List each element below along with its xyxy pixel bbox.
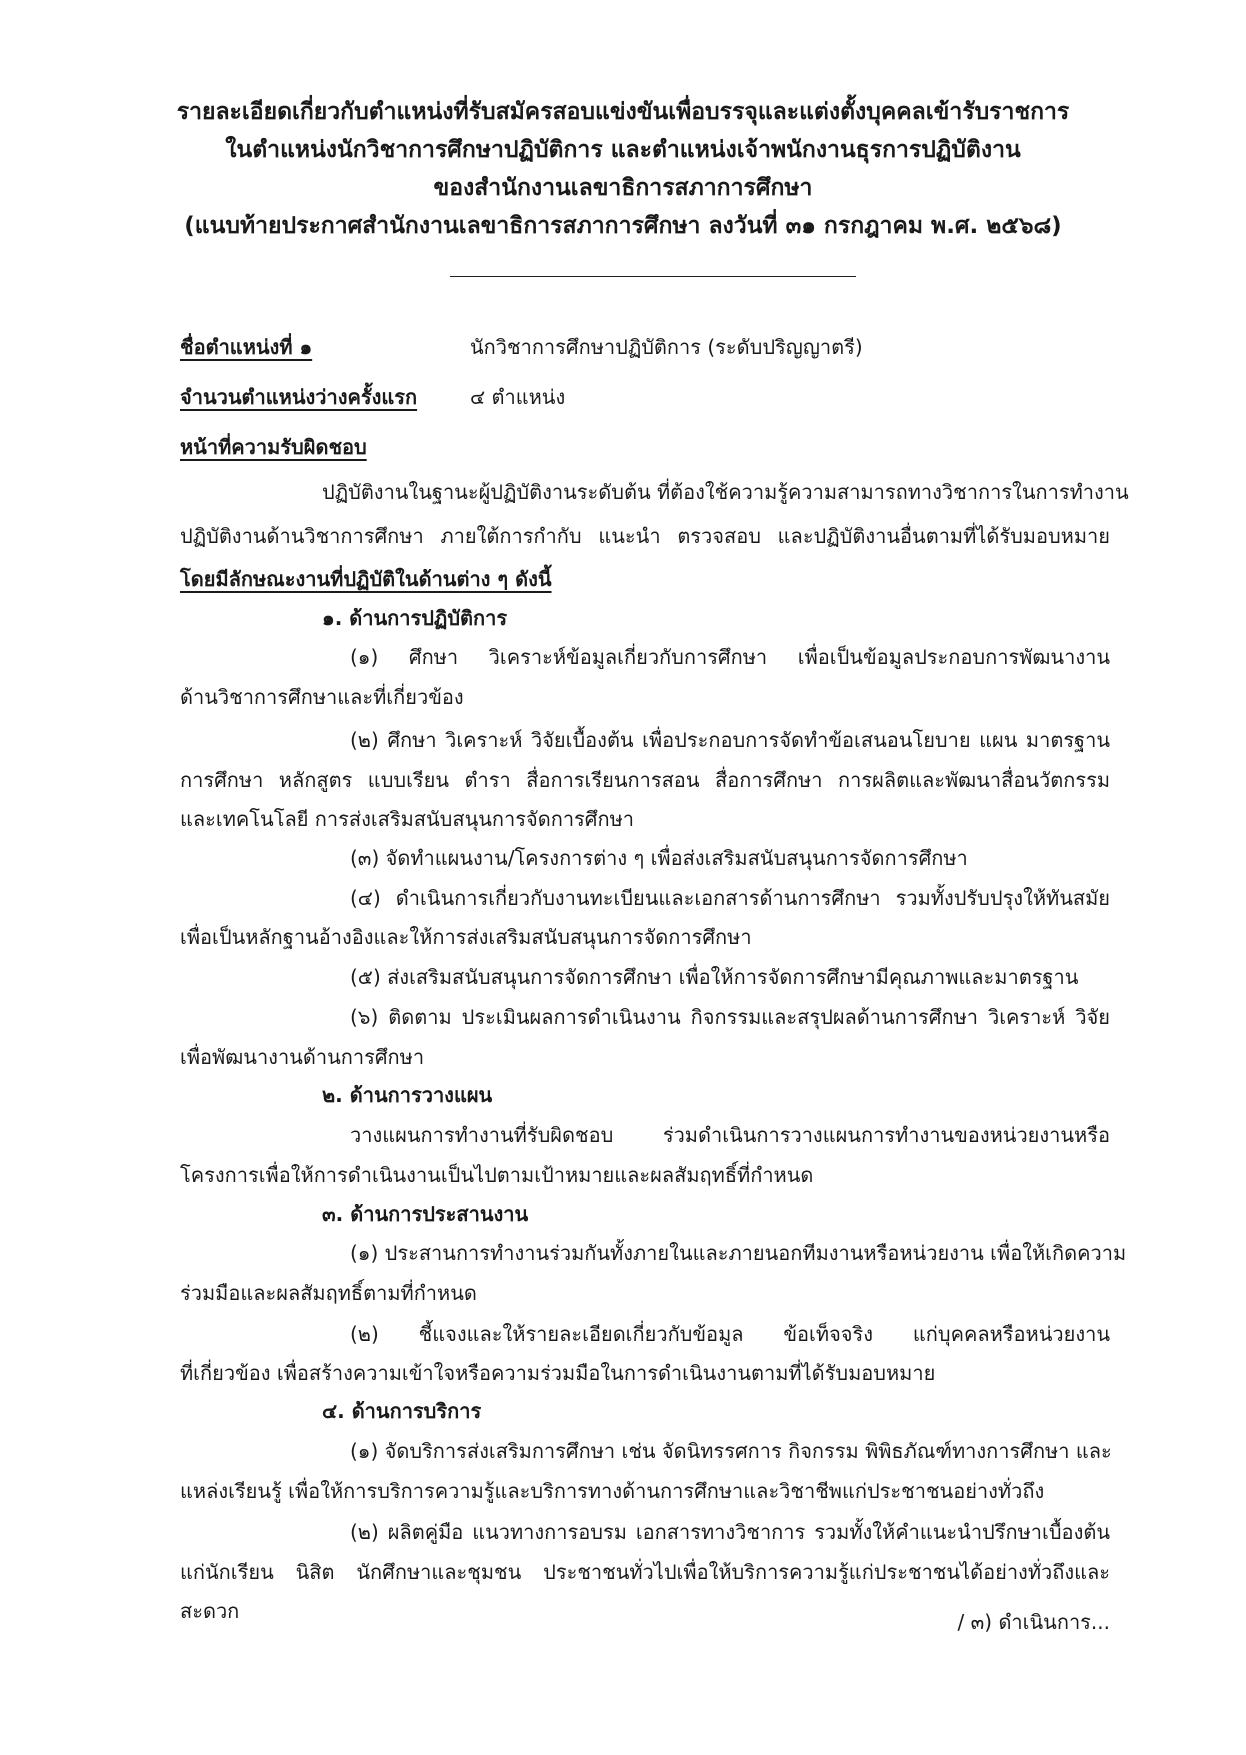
header-line-2: ในตำแหน่งนักวิชาการศึกษาปฏิบัติการ และตำแหน่งเจ้าพนักงานธุรการปฏิบัติงาน: [225, 137, 1021, 163]
section-1-item-3: (๓) จัดทำแผนงาน/โครงการต่าง ๆ เพื่อส่งเสริมสนับสนุนการจัดการศึกษา: [350, 846, 968, 870]
section-1-item-1-line-1: (๑) ศึกษา วิเคราะห์ข้อมูลเกี่ยวกับการศึกษา เพื่อเป็นข้อมูลประกอบการพัฒนางาน: [350, 645, 1110, 669]
section-4-title: ๔. ด้านการบริการ: [322, 1399, 482, 1423]
section-1-item-2-line-3: และเทคโนโลยี การส่งเสริมสนับสนุนการจัดการศึกษา: [180, 807, 635, 831]
section-2-title: ๒. ด้านการวางแผน: [322, 1083, 493, 1107]
section-3-item-1-line-1: (๑) ประสานการทำงานร่วมกันทั้งภายในและภายนอกทีมงานหรือหน่วยงาน เพื่อให้เกิดความ: [350, 1241, 1127, 1265]
responsibility-heading: หน้าที่ความรับผิดชอบ: [180, 435, 367, 459]
continuation-footer: / ๓) ดำเนินการ...: [957, 1610, 1110, 1634]
vacancy-value: ๔ ตำแหน่ง: [470, 385, 566, 409]
section-1-item-6-line-1: (๖) ติดตาม ประเมินผลการดำเนินงาน กิจกรรมและสรุปผลด้านการศึกษา วิเคราะห์ วิจัย: [350, 1005, 1110, 1029]
header-line-4: (แนบท้ายประกาศสำนักงานเลขาธิการสภาการศึกษา ลงวันที่ ๓๑ กรกฎาคม พ.ศ. ๒๕๖๘): [184, 213, 1062, 239]
header-line-3: ของสำนักงานเลขาธิการสภาการศึกษา: [433, 175, 813, 201]
section-4-item-2-line-2: แก่นักเรียน นิสิต นักศึกษาและชุมชน ประชาชนทั่วไปเพื่อให้บริการความรู้แก่ประชาชนได้อย่างทั่วถึงและ: [180, 1560, 1110, 1584]
position-name-value: นักวิชาการศึกษาปฏิบัติการ (ระดับปริญญาตรี): [470, 335, 863, 359]
section-4-item-2-line-3: สะดวก: [180, 1599, 240, 1623]
section-2-line-1: วางแผนการทำงานที่รับผิดชอบ ร่วมดำเนินการวางแผนการทำงานของหน่วยงานหรือ: [350, 1123, 1110, 1147]
section-4-item-1-line-2: แหล่งเรียนรู้ เพื่อให้การบริการความรู้และบริการทางด้านการศึกษาและวิชาชีพแก่ประชาชนอย่างทั่วถึง: [180, 1479, 1045, 1503]
section-4-item-1-line-1: (๑) จัดบริการส่งเสริมการศึกษา เช่น จัดนิทรรศการ กิจกรรม พิพิธภัณฑ์ทางการศึกษา และ: [350, 1439, 1112, 1463]
section-1-item-5: (๕) ส่งเสริมสนับสนุนการจัดการศึกษา เพื่อให้การจัดการศึกษามีคุณภาพและมาตรฐาน: [350, 965, 1079, 989]
section-3-item-2-line-2: ที่เกี่ยวข้อง เพื่อสร้างความเข้าใจหรือความร่วมมือในการดำเนินงานตามที่ได้รับมอบหมาย: [180, 1361, 936, 1385]
responsibility-line-2: ปฏิบัติงานด้านวิชาการศึกษา ภายใต้การกำกับ แนะนำ ตรวจสอบ และปฏิบัติงานอื่นตามที่ได้รับมอบหมาย: [180, 524, 1110, 548]
document-header: [120, 93, 1126, 245]
responsibility-line-1: ปฏิบัติงานในฐานะผู้ปฏิบัติงานระดับต้น ที่ต้องใช้ความรู้ความสามารถทางวิชาการในการทำงาน: [322, 480, 1129, 504]
section-1-item-6-line-2: เพื่อพัฒนางานด้านการศึกษา: [180, 1045, 425, 1069]
section-2-line-2: โครงการเพื่อให้การดำเนินงานเป็นไปตามเป้าหมายและผลสัมฤทธิ์ที่กำหนด: [180, 1163, 814, 1187]
vacancy-label: จำนวนตำแหน่งว่างครั้งแรก: [180, 385, 418, 409]
header-line-1: รายละเอียดเกี่ยวกับตำแหน่งที่รับสมัครสอบแข่งขันเพื่อบรรจุและแต่งตั้งบุคคลเข้ารับราชการ: [176, 99, 1070, 125]
section-1-item-2-line-1: (๒) ศึกษา วิเคราะห์ วิจัยเบื้องต้น เพื่อประกอบการจัดทำข้อเสนอนโยบาย แผน มาตรฐาน: [350, 728, 1110, 752]
section-3-item-1-line-2: ร่วมมือและผลสัมฤทธิ์ตามที่กำหนด: [180, 1281, 477, 1305]
section-3-item-2-line-1: (๒) ชี้แจงและให้รายละเอียดเกี่ยวกับข้อมูล ข้อเท็จจริง แก่บุคคลหรือหน่วยงาน: [350, 1322, 1110, 1346]
section-4-item-2-line-1: (๒) ผลิตคู่มือ แนวทางการอบรม เอกสารทางวิชาการ รวมทั้งให้คำแนะนำปรึกษาเบื้องต้น: [350, 1520, 1110, 1544]
section-1-item-4-line-2: เพื่อเป็นหลักฐานอ้างอิงและให้การส่งเสริมสนับสนุนการจัดการศึกษา: [180, 925, 752, 949]
section-1-title: ๑. ด้านการปฏิบัติการ: [322, 606, 508, 630]
header-divider: [450, 276, 856, 277]
position-name-label: ชื่อตำแหน่งที่ ๑: [180, 335, 313, 359]
section-1-item-4-line-1: (๔) ดำเนินการเกี่ยวกับงานทะเบียนและเอกสารด้านการศึกษา รวมทั้งปรับปรุงให้ทันสมัย: [350, 886, 1110, 910]
section-1-item-1-line-2: ด้านวิชาการศึกษาและที่เกี่ยวข้อง: [180, 685, 464, 709]
duties-heading: โดยมีลักษณะงานที่ปฏิบัติในด้านต่าง ๆ ดังนี้: [180, 567, 552, 591]
section-1-item-2-line-2: การศึกษา หลักสูตร แบบเรียน ตำรา สื่อการเรียนการสอน สื่อการศึกษา การผลิตและพัฒนาสื่อนวัตกรรม: [180, 768, 1110, 792]
section-3-title: ๓. ด้านการประสานงาน: [322, 1202, 529, 1226]
